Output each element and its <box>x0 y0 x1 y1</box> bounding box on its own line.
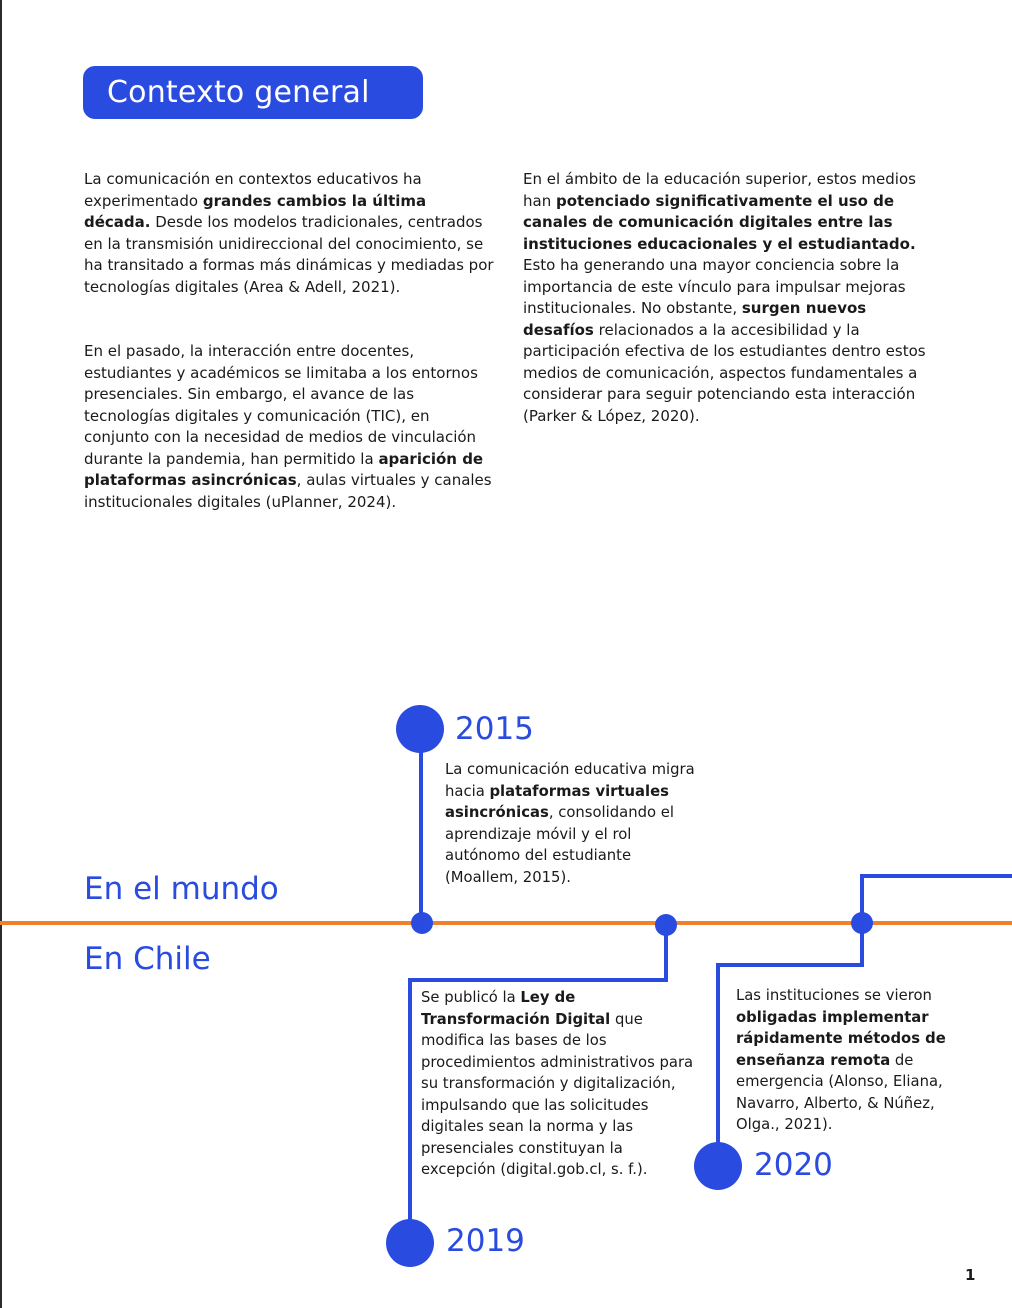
bold-phrase: surgen nuevos desafíos <box>523 299 867 339</box>
year-2019: 2019 <box>446 1223 525 1259</box>
event-2015-text <box>445 759 695 888</box>
text-run: relacionados a la accesibilidad y la participación efectiva de los estudiantes dentro estos medios de comunicación, aspectos fundamentales a considerar para seguir potenciando esta interacción (Parker & López, 2020). <box>523 320 926 425</box>
section-title: Contexto general <box>83 66 423 119</box>
marker-2020-large <box>694 1142 742 1190</box>
bold-phrase: grandes cambios la última década. <box>84 191 427 231</box>
text-run: En el ámbito de la educación superior, estos medios han <box>523 170 916 210</box>
label-en-chile: En Chile <box>84 941 211 977</box>
marker-2015-large <box>396 705 444 753</box>
bold-phrase: potenciado significativamente el uso de canales de comunicación digitales entre las instituciones educacionales y el estudiantado. <box>523 191 916 253</box>
marker-2019-axis <box>655 914 677 936</box>
text-run: Las instituciones se vieron <box>736 987 932 1004</box>
bold-phrase: aparición de plataformas asincrónicas <box>84 449 484 489</box>
year-2020: 2020 <box>754 1147 833 1183</box>
text-run: , aulas virtuales y canales institucionales digitales (uPlanner, 2024). <box>84 471 492 511</box>
text-run: Desde los modelos tradicionales, centrados en la transmisión unidireccional del conocimiento, se ha transitado a formas más dinámicas y mediadas por tecnologías digitales (Area & Adell, 2021). <box>84 213 494 296</box>
marker-2015-axis <box>411 912 433 934</box>
text-run: La comunicación en contextos educativos ha experimentado <box>84 170 422 210</box>
label-en-el-mundo: En el mundo <box>84 871 279 907</box>
text-run: de emergencia (Alonso, Eliana, Navarro, Alberto, & Núñez, Olga., 2021). <box>736 1051 943 1133</box>
event-2019-text <box>421 987 696 1181</box>
bold-phrase: obligadas implementar rápidamente métodos de enseñanza remota <box>736 1008 946 1069</box>
marker-2019-large <box>386 1219 434 1267</box>
year-2015: 2015 <box>455 711 534 747</box>
text-run: Esto ha generando una mayor conciencia sobre la importancia de este vínculo para impulsar mejoras institucionales. No obstante, <box>523 256 906 317</box>
connector-upper-right <box>862 876 1012 923</box>
page-number: 1 <box>965 1266 976 1284</box>
text-run: que modifica las bases de los procedimientos administrativos para su transformación y digitalización, impulsando que las solicitudes digitales sean la norma y las presenciales constituyan la excepción (digital.gob.cl, s. f.). <box>421 1010 694 1178</box>
bold-phrase: plataformas virtuales asincrónicas <box>445 782 669 821</box>
text-run: La comunicación educativa migra hacia <box>445 761 695 800</box>
text-run: , consolidando el aprendizaje móvil y el rol autónomo del estudiante (Moallem, 2015). <box>445 804 674 886</box>
event-2020-text <box>736 985 976 1136</box>
text-run: En el pasado, la interacción entre docentes, estudiantes y académicos se limitaba a los entornos presenciales. Sin embargo, el avance de las tecnologías digitales y comunicación (TIC), en conjunto con la necesidad de medios de vinculación durante la pandemia, han permitido la <box>84 342 478 468</box>
bold-phrase: Ley de Transformación Digital <box>421 989 611 1028</box>
text-run: Se publicó la <box>421 989 521 1006</box>
